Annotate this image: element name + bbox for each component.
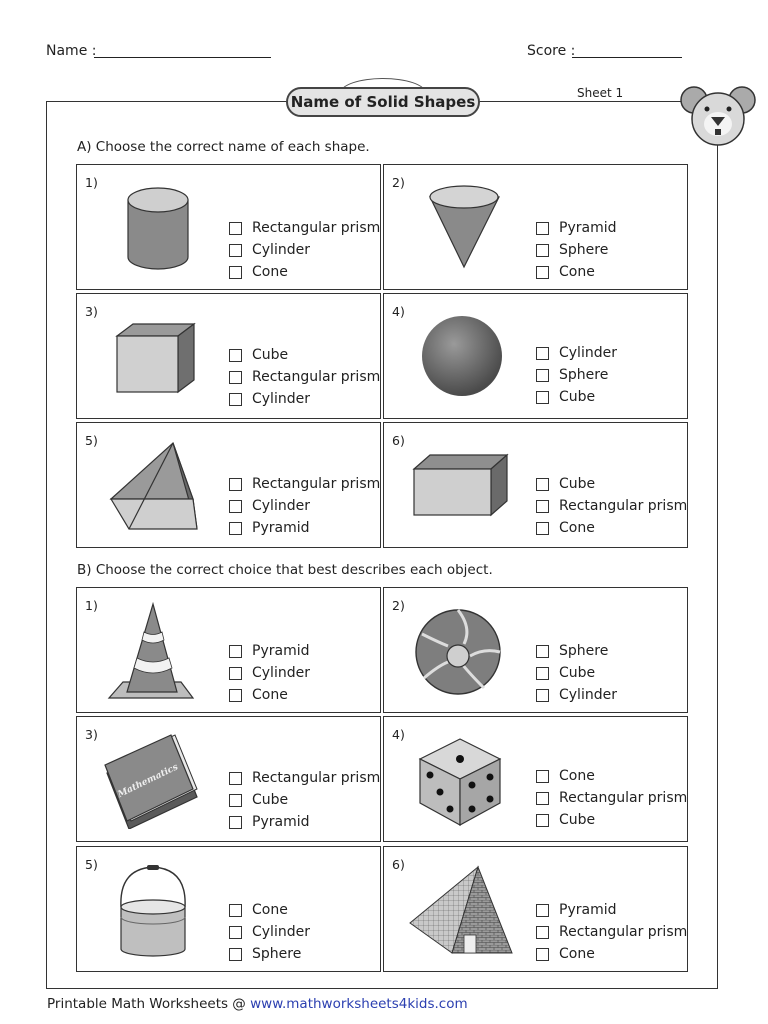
pyramid-icon	[109, 439, 201, 533]
bucket-icon	[117, 863, 189, 959]
option-label: Cone	[559, 264, 595, 280]
question-card	[383, 587, 688, 713]
option-checkbox[interactable]	[229, 904, 242, 917]
option-checkbox[interactable]	[536, 904, 549, 917]
option-checkbox[interactable]	[536, 770, 549, 783]
option-label: Cone	[252, 264, 288, 280]
question-card	[383, 164, 688, 290]
option-checkbox[interactable]	[536, 222, 549, 235]
option-label: Cylinder	[252, 391, 310, 407]
option-label: Pyramid	[559, 902, 617, 918]
egyptian-pyramid-icon	[408, 865, 516, 957]
question-card	[383, 293, 688, 419]
option-label: Cylinder	[252, 498, 310, 514]
footer	[47, 996, 468, 1012]
rectangular-prism-icon	[412, 453, 510, 517]
bear-mascot-icon	[680, 84, 756, 148]
option-label: Rectangular prism	[252, 369, 381, 385]
option-checkbox[interactable]	[229, 948, 242, 961]
option-checkbox[interactable]	[536, 391, 549, 404]
option-label: Cylinder	[252, 665, 310, 681]
option-label: Cone	[252, 902, 288, 918]
option-label: Sphere	[559, 242, 609, 258]
option-label: Rectangular prism	[559, 790, 688, 806]
option-label: Cone	[252, 687, 288, 703]
question-number: 3)	[85, 304, 98, 319]
option-checkbox[interactable]	[536, 369, 549, 382]
option-label: Cone	[559, 520, 595, 536]
option-checkbox[interactable]	[229, 816, 242, 829]
question-number: 1)	[85, 598, 98, 613]
score-label: Score :	[527, 43, 576, 59]
beach-ball-icon	[414, 608, 502, 696]
option-label: Pyramid	[559, 220, 617, 236]
section-a-instruction: A) Choose the correct name of each shape.	[77, 139, 370, 155]
question-number: 4)	[392, 727, 405, 742]
cylinder-icon	[125, 185, 191, 273]
section-b-instruction: B) Choose the correct choice that best describes each object.	[77, 562, 493, 578]
option-label: Sphere	[559, 367, 609, 383]
option-checkbox[interactable]	[229, 244, 242, 257]
question-number: 3)	[85, 727, 98, 742]
option-checkbox[interactable]	[229, 478, 242, 491]
option-checkbox[interactable]	[229, 645, 242, 658]
option-checkbox[interactable]	[536, 244, 549, 257]
option-label: Cube	[559, 476, 596, 492]
option-checkbox[interactable]	[536, 814, 549, 827]
option-checkbox[interactable]	[536, 689, 549, 702]
option-checkbox[interactable]	[229, 522, 242, 535]
score-field[interactable]	[572, 57, 682, 58]
option-checkbox[interactable]	[229, 794, 242, 807]
option-checkbox[interactable]	[229, 689, 242, 702]
question-card	[383, 422, 688, 548]
option-checkbox[interactable]	[536, 500, 549, 513]
option-checkbox[interactable]	[536, 948, 549, 961]
option-label: Rectangular prism	[559, 498, 688, 514]
option-label: Pyramid	[252, 520, 310, 536]
option-label: Cube	[252, 347, 289, 363]
question-number: 6)	[392, 857, 405, 872]
option-label: Pyramid	[252, 814, 310, 830]
footer-text: Printable Math Worksheets @	[47, 996, 246, 1012]
option-checkbox[interactable]	[229, 371, 242, 384]
option-label: Rectangular prism	[559, 924, 688, 940]
question-number: 6)	[392, 433, 405, 448]
cone-icon	[428, 183, 502, 271]
option-label: Cube	[559, 812, 596, 828]
option-checkbox[interactable]	[536, 478, 549, 491]
question-number: 5)	[85, 857, 98, 872]
option-checkbox[interactable]	[536, 926, 549, 939]
question-card	[76, 164, 381, 290]
option-checkbox[interactable]	[229, 772, 242, 785]
question-card	[76, 422, 381, 548]
question-card	[76, 846, 381, 972]
option-label: Cylinder	[559, 687, 617, 703]
option-label: Cylinder	[252, 242, 310, 258]
option-checkbox[interactable]	[229, 222, 242, 235]
sheet-number: Sheet 1	[577, 86, 624, 100]
question-number: 5)	[85, 433, 98, 448]
question-card	[383, 846, 688, 972]
option-checkbox[interactable]	[536, 667, 549, 680]
option-checkbox[interactable]	[536, 792, 549, 805]
option-checkbox[interactable]	[536, 347, 549, 360]
question-number: 2)	[392, 175, 405, 190]
option-label: Cube	[559, 665, 596, 681]
option-checkbox[interactable]	[229, 926, 242, 939]
question-card	[76, 293, 381, 419]
option-label: Rectangular prism	[252, 476, 381, 492]
option-label: Rectangular prism	[252, 220, 381, 236]
sphere-icon	[420, 314, 504, 398]
traffic-cone-icon	[107, 602, 197, 702]
option-label: Cube	[559, 389, 596, 405]
option-label: Cone	[559, 946, 595, 962]
option-label: Cylinder	[559, 345, 617, 361]
option-checkbox[interactable]	[536, 266, 549, 279]
question-card	[76, 716, 381, 842]
page-title: Name of Solid Shapes	[286, 87, 480, 117]
option-checkbox[interactable]	[229, 349, 242, 362]
cube-icon	[115, 322, 197, 396]
book-icon	[103, 733, 203, 829]
option-label: Pyramid	[252, 643, 310, 659]
name-label: Name :	[46, 43, 97, 59]
question-number: 1)	[85, 175, 98, 190]
option-label: Cylinder	[252, 924, 310, 940]
question-number: 4)	[392, 304, 405, 319]
option-checkbox[interactable]	[229, 667, 242, 680]
option-checkbox[interactable]	[229, 500, 242, 513]
option-label: Rectangular prism	[252, 770, 381, 786]
question-card	[76, 587, 381, 713]
option-checkbox[interactable]	[536, 522, 549, 535]
option-label: Cone	[559, 768, 595, 784]
option-label: Sphere	[252, 946, 302, 962]
book-title: Mathematics	[116, 762, 180, 801]
name-field[interactable]	[94, 57, 271, 58]
option-label: Cube	[252, 792, 289, 808]
option-checkbox[interactable]	[229, 393, 242, 406]
option-checkbox[interactable]	[229, 266, 242, 279]
option-checkbox[interactable]	[536, 645, 549, 658]
option-label: Sphere	[559, 643, 609, 659]
question-card	[383, 716, 688, 842]
dice-icon	[418, 737, 502, 827]
question-number: 2)	[392, 598, 405, 613]
footer-link[interactable]: www.mathworksheets4kids.com	[250, 996, 468, 1012]
